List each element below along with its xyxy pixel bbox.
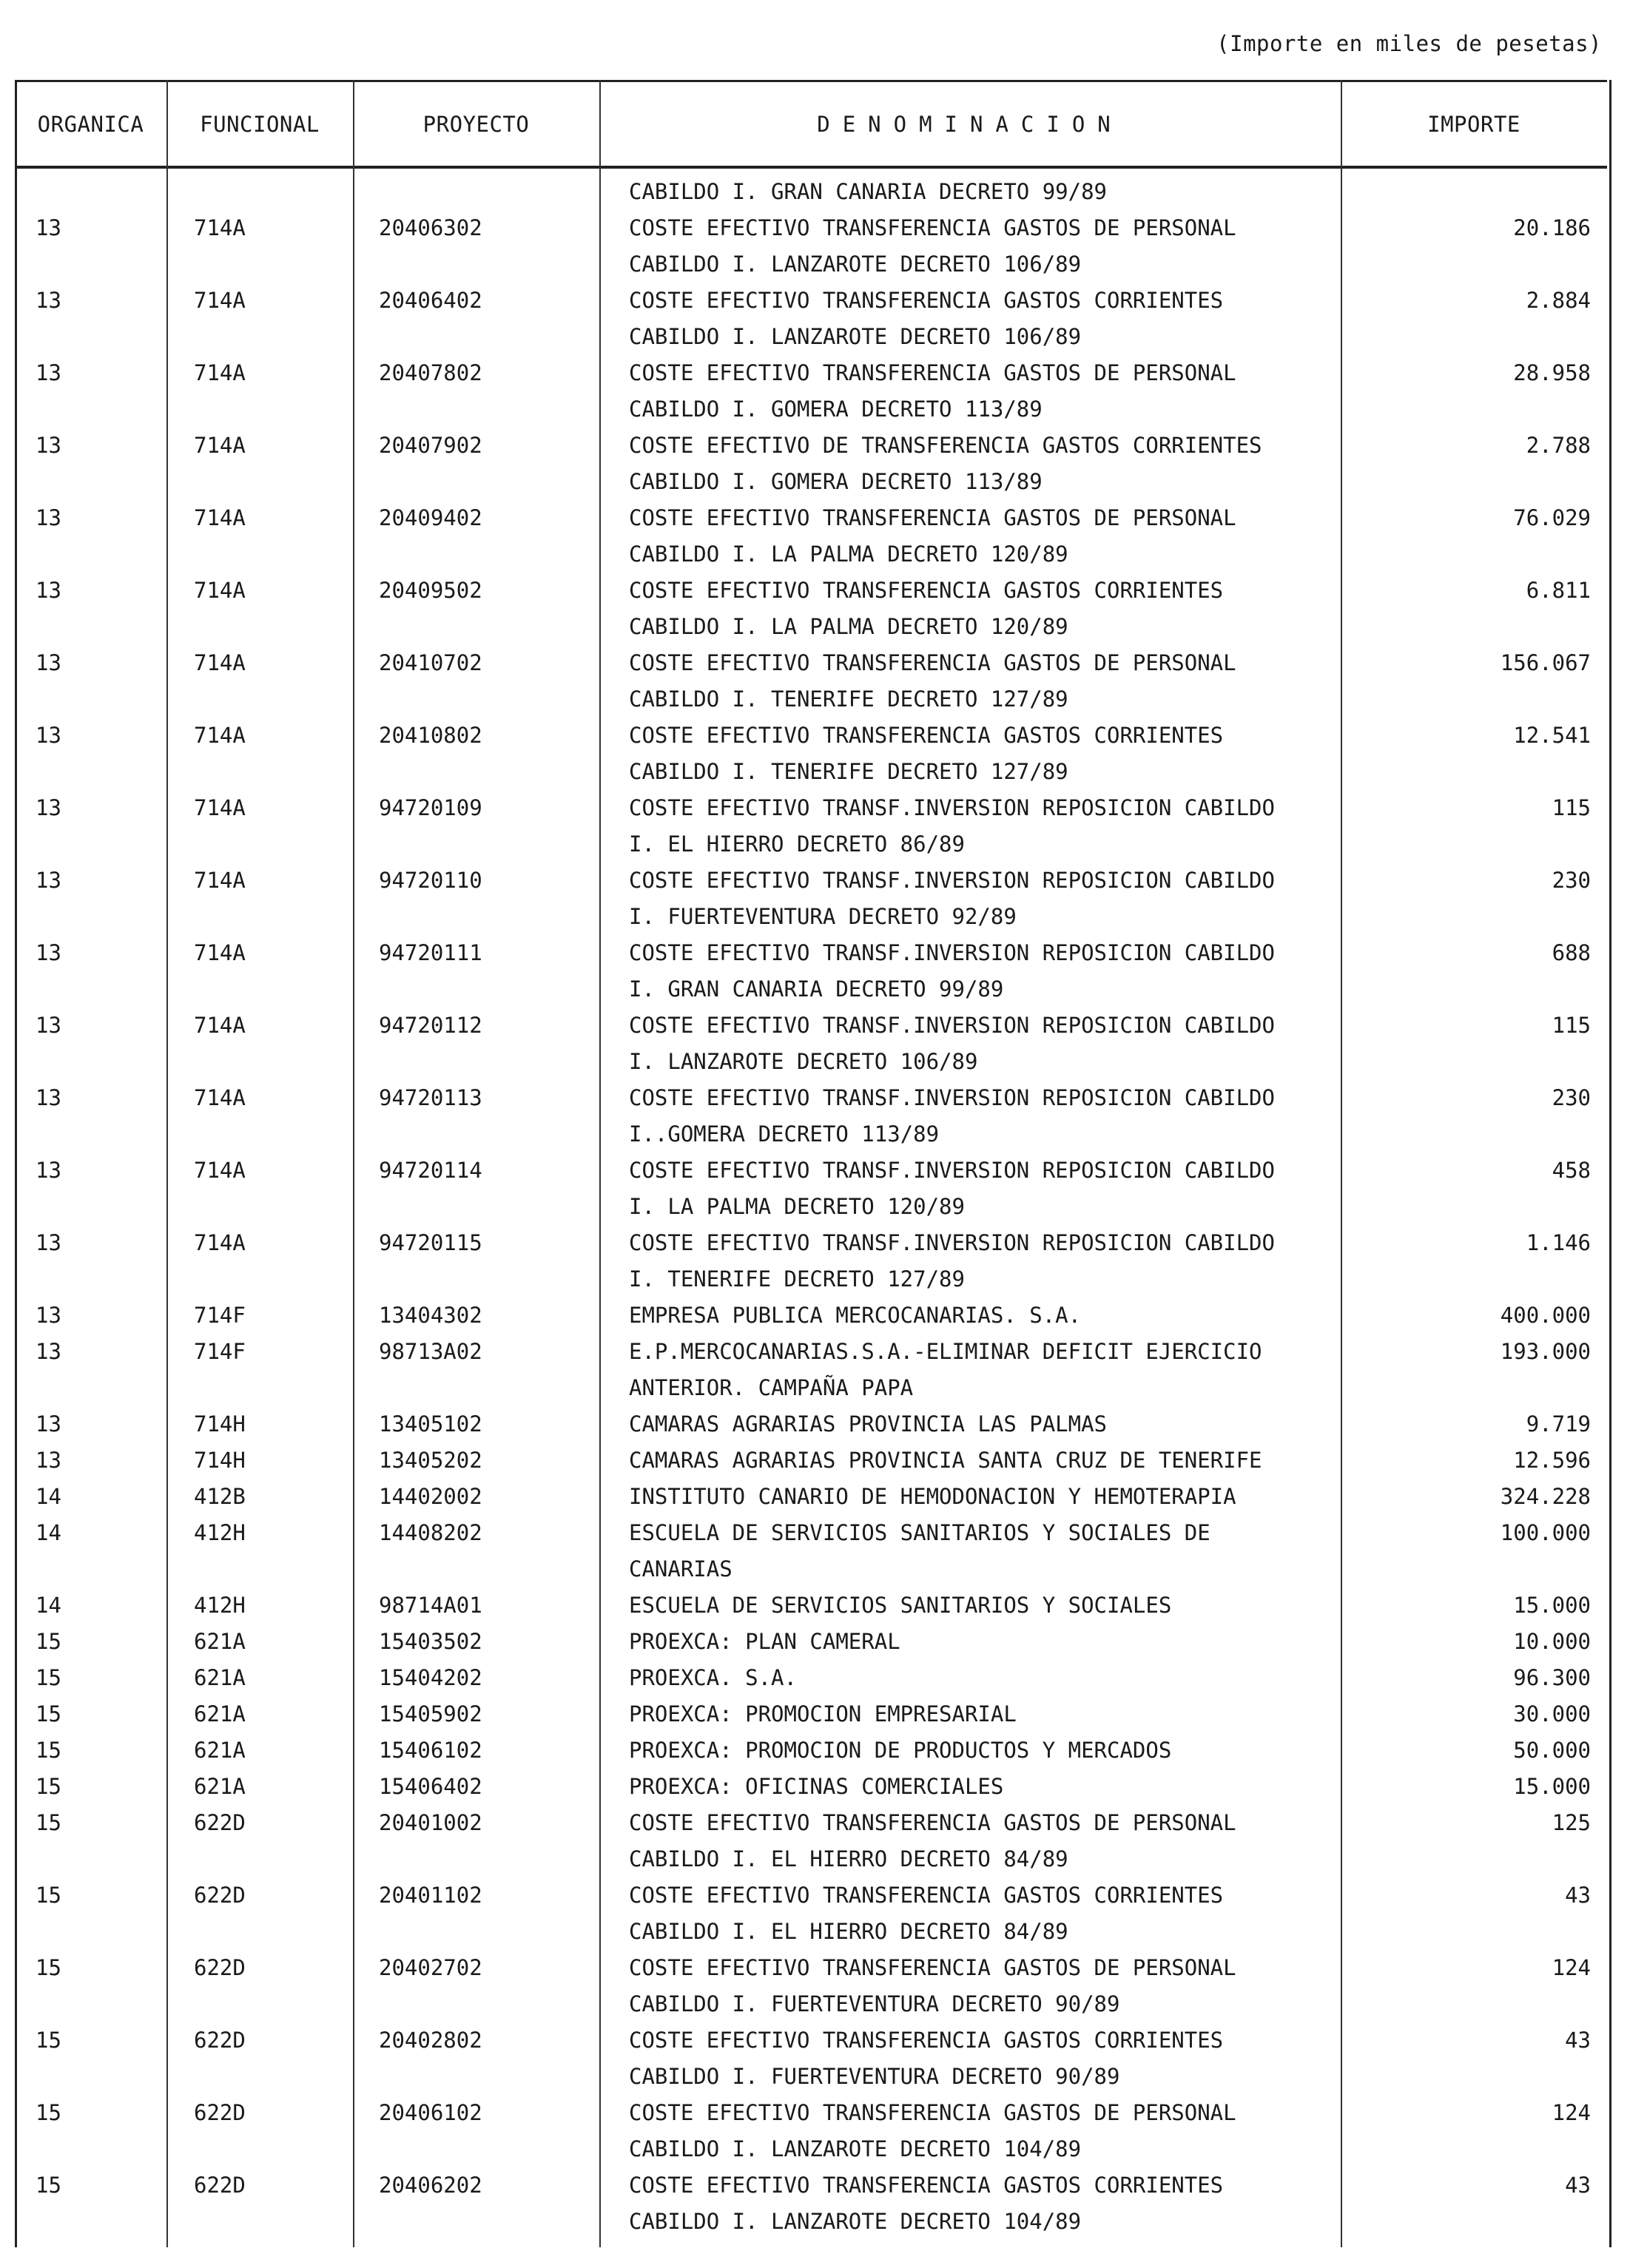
organica-cell: 13 [36, 940, 61, 965]
table-row [15, 790, 1607, 863]
organica-cell: 15 [36, 1774, 61, 1799]
denominacion-line: CABILDO I. LANZAROTE DECRETO 106/89 [629, 252, 1082, 277]
header-funcional: FUNCIONAL [200, 112, 320, 137]
table-row [15, 1225, 1607, 1297]
proyecto-cell: 98713A02 [379, 1339, 482, 1364]
organica-cell: 15 [36, 1810, 61, 1835]
denominacion-line: INSTITUTO CANARIO DE HEMODONACION Y HEMOTERAPIA [629, 1484, 1236, 1509]
funcional-cell: 714F [194, 1339, 246, 1364]
importe-cell: 15.000 [1513, 1774, 1591, 1799]
funcional-cell: 621A [194, 1701, 246, 1727]
denominacion-cell [629, 1660, 797, 1696]
proyecto-cell: 94720113 [379, 1085, 482, 1110]
denominacion-cell [629, 1080, 1275, 1152]
proyecto-cell: 94720112 [379, 1013, 482, 1038]
denominacion-cell [629, 1152, 1275, 1225]
denominacion-cell [629, 428, 1262, 500]
funcional-cell: 714A [194, 1158, 246, 1183]
organica-cell: 15 [36, 2028, 61, 2053]
proyecto-cell: 13405202 [379, 1448, 482, 1473]
organica-cell: 13 [36, 578, 61, 603]
denominacion-line: I. TENERIFE DECRETO 127/89 [629, 1266, 965, 1292]
proyecto-cell: 20406402 [379, 288, 482, 313]
organica-cell: 13 [36, 1448, 61, 1473]
denominacion-line: CABILDO I. FUERTEVENTURA DECRETO 90/89 [629, 2064, 1120, 2089]
proyecto-cell: 20410802 [379, 723, 482, 748]
importe-cell: 28.958 [1513, 360, 1591, 385]
denominacion-cell [629, 1696, 1017, 1732]
proyecto-cell: 15404202 [379, 1665, 482, 1690]
denominacion-line: COSTE EFECTIVO TRANSFERENCIA GASTOS CORRIENTES [629, 288, 1224, 313]
funcional-cell: 714A [194, 505, 246, 530]
organica-cell: 13 [36, 868, 61, 893]
funcional-cell: 714A [194, 215, 246, 240]
denominacion-line: COSTE EFECTIVO TRANSFERENCIA GASTOS DE PERSONAL [629, 1810, 1236, 1835]
table-row [15, 1479, 1607, 1515]
proyecto-cell: 13405102 [379, 1411, 482, 1437]
denominacion-line: COSTE EFECTIVO TRANSFERENCIA GASTOS CORRIENTES [629, 723, 1224, 748]
denominacion-line: I. LA PALMA DECRETO 120/89 [629, 1194, 965, 1219]
importe-cell: 124 [1552, 1955, 1591, 1980]
table-row [15, 2022, 1607, 2095]
funcional-cell: 714H [194, 1448, 246, 1473]
denominacion-line: CAMARAS AGRARIAS PROVINCIA SANTA CRUZ DE TENERIFE [629, 1448, 1262, 1473]
denominacion-line: COSTE EFECTIVO TRANSFERENCIA GASTOS CORRIENTES [629, 2028, 1224, 2053]
denominacion-line: COSTE EFECTIVO TRANSFERENCIA GASTOS CORRIENTES [629, 578, 1224, 603]
importe-cell: 324.228 [1500, 1484, 1591, 1509]
table-row [15, 1660, 1607, 1696]
organica-cell: 15 [36, 1738, 61, 1763]
organica-cell: 13 [36, 1085, 61, 1110]
table-row [15, 1334, 1607, 1406]
denominacion-line: CABILDO I. FUERTEVENTURA DECRETO 90/89 [629, 1991, 1120, 2016]
denominacion-cell [629, 1732, 1171, 1769]
proyecto-cell: 15406102 [379, 1738, 482, 1763]
importe-cell: 458 [1552, 1158, 1591, 1183]
importe-cell: 193.000 [1500, 1339, 1591, 1364]
table-row [15, 1008, 1607, 1080]
importe-cell: 96.300 [1513, 1665, 1591, 1690]
organica-cell: 13 [36, 795, 61, 820]
denominacion-cell [629, 1587, 1171, 1624]
denominacion-line: COSTE EFECTIVO TRANSF.INVERSION REPOSICION CABILDO [629, 1158, 1275, 1183]
denominacion-cell [629, 1334, 1262, 1406]
funcional-cell: 714A [194, 1230, 246, 1255]
denominacion-line: CAMARAS AGRARIAS PROVINCIA LAS PALMAS [629, 1411, 1108, 1437]
units-note: (Importe en miles de pesetas) [1216, 31, 1602, 56]
denominacion-cell [629, 1442, 1262, 1479]
denominacion-cell [629, 1225, 1275, 1297]
denominacion-line: PROEXCA: OFICINAS COMERCIALES [629, 1774, 1004, 1799]
importe-cell: 9.719 [1526, 1411, 1591, 1437]
denominacion-cell [629, 210, 1236, 283]
denominacion-cell [629, 1877, 1223, 1950]
denominacion-line: PROEXCA: PLAN CAMERAL [629, 1629, 900, 1654]
denominacion-line: CABILDO I. EL HIERRO DECRETO 84/89 [629, 1846, 1068, 1872]
proyecto-cell: 20402802 [379, 2028, 482, 2053]
denominacion-line: COSTE EFECTIVO TRANSFERENCIA GASTOS CORRIENTES [629, 2173, 1224, 2198]
proyecto-cell: 20401002 [379, 1810, 482, 1835]
importe-cell: 400.000 [1500, 1303, 1591, 1328]
table-row [15, 2167, 1607, 2240]
funcional-cell: 714A [194, 578, 246, 603]
funcional-cell: 714H [194, 1411, 246, 1437]
table-row [15, 863, 1607, 935]
proyecto-cell: 13404302 [379, 1303, 482, 1328]
denominacion-cell [629, 500, 1236, 573]
denominacion-cell [629, 1297, 1081, 1334]
funcional-cell: 714F [194, 1303, 246, 1328]
funcional-cell: 714A [194, 940, 246, 965]
denominacion-line: COSTE EFECTIVO TRANSF.INVERSION REPOSICION CABILDO [629, 1013, 1275, 1038]
table-row [15, 1297, 1607, 1334]
organica-cell: 13 [36, 650, 61, 675]
importe-cell: 156.067 [1500, 650, 1591, 675]
funcional-cell: 714A [194, 433, 246, 458]
denominacion-line: CABILDO I. TENERIFE DECRETO 127/89 [629, 686, 1068, 712]
denominacion-line: COSTE EFECTIVO TRANSF.INVERSION REPOSICION CABILDO [629, 1085, 1275, 1110]
importe-cell: 43 [1565, 2028, 1591, 2053]
denominacion-cell [629, 1008, 1275, 1080]
denominacion-line: CANARIAS [629, 1556, 733, 1582]
importe-cell: 12.596 [1513, 1448, 1591, 1473]
organica-cell: 13 [36, 1158, 61, 1183]
denominacion-cell [629, 1406, 1107, 1442]
organica-cell: 15 [36, 1629, 61, 1654]
funcional-cell: 622D [194, 1810, 246, 1835]
importe-cell: 20.186 [1513, 215, 1591, 240]
funcional-cell: 714A [194, 360, 246, 385]
importe-cell: 2.788 [1526, 433, 1591, 458]
proyecto-cell: 20409402 [379, 505, 482, 530]
table-row [15, 428, 1607, 500]
denominacion-line: CABILDO I. LANZAROTE DECRETO 104/89 [629, 2209, 1082, 2234]
proyecto-cell: 14402002 [379, 1484, 482, 1509]
table-row [15, 1152, 1607, 1225]
denominacion-line: PROEXCA: PROMOCION DE PRODUCTOS Y MERCADOS [629, 1738, 1172, 1763]
organica-cell: 13 [36, 1013, 61, 1038]
denominacion-cell [629, 718, 1223, 790]
table-row [15, 645, 1607, 718]
header-proyecto: PROYECTO [422, 112, 530, 137]
importe-cell: 30.000 [1513, 1701, 1591, 1727]
denominacion-line: I. FUERTEVENTURA DECRETO 92/89 [629, 904, 1017, 929]
funcional-cell: 622D [194, 1955, 246, 1980]
denominacion-cell [629, 2022, 1223, 2095]
proyecto-cell: 94720109 [379, 795, 482, 820]
denominacion-cell [629, 2167, 1223, 2240]
proyecto-cell: 94720115 [379, 1230, 482, 1255]
header-denominacion: DENOMINACION [817, 112, 1123, 137]
funcional-cell: 714A [194, 868, 246, 893]
proyecto-cell: 20410702 [379, 650, 482, 675]
table-row [15, 1080, 1607, 1152]
funcional-cell: 714A [194, 723, 246, 748]
proyecto-cell: 20406102 [379, 2100, 482, 2125]
denominacion-cell [629, 790, 1275, 863]
organica-cell: 15 [36, 1955, 61, 1980]
importe-cell: 76.029 [1513, 505, 1591, 530]
denominacion-cell [629, 1479, 1236, 1515]
funcional-cell: 622D [194, 2173, 246, 2198]
organica-cell: 13 [36, 360, 61, 385]
importe-cell: 12.541 [1513, 723, 1591, 748]
proyecto-cell: 94720114 [379, 1158, 482, 1183]
denominacion-cell [629, 573, 1223, 645]
organica-cell: 15 [36, 2173, 61, 2198]
table-row [15, 1877, 1607, 1950]
denominacion-line: I. LANZAROTE DECRETO 106/89 [629, 1049, 978, 1074]
importe-cell: 230 [1552, 868, 1591, 893]
importe-cell: 43 [1565, 1883, 1591, 1908]
denominacion-line: COSTE EFECTIVO TRANSF.INVERSION REPOSICION CABILDO [629, 1230, 1275, 1255]
importe-cell: 1.146 [1526, 1230, 1591, 1255]
denominacion-line: E.P.MERCOCANARIAS.S.A.-ELIMINAR DEFICIT EJERCICIO [629, 1339, 1262, 1364]
proyecto-cell: 20406302 [379, 215, 482, 240]
denominacion-line: COSTE EFECTIVO TRANSFERENCIA GASTOS DE PERSONAL [629, 505, 1236, 530]
funcional-cell: 412B [194, 1484, 246, 1509]
proyecto-cell: 20407802 [379, 360, 482, 385]
proyecto-cell: 94720111 [379, 940, 482, 965]
importe-cell: 115 [1552, 795, 1591, 820]
table-row [15, 1950, 1607, 2022]
organica-cell: 13 [36, 1230, 61, 1255]
organica-cell: 13 [36, 288, 61, 313]
funcional-cell: 714A [194, 795, 246, 820]
table-row [15, 1442, 1607, 1479]
proyecto-cell: 20406202 [379, 2173, 482, 2198]
denominacion-line: PROEXCA. S.A. [629, 1665, 797, 1690]
table-row [15, 1406, 1607, 1442]
denominacion-line: COSTE EFECTIVO TRANSFERENCIA GASTOS DE PERSONAL [629, 1955, 1236, 1980]
denominacion-line: COSTE EFECTIVO TRANSFERENCIA GASTOS DE PERSONAL [629, 650, 1236, 675]
funcional-cell: 714A [194, 1085, 246, 1110]
organica-cell: 13 [36, 215, 61, 240]
importe-cell: 50.000 [1513, 1738, 1591, 1763]
denominacion-cell [629, 1950, 1236, 2022]
importe-cell: 230 [1552, 1085, 1591, 1110]
organica-cell: 15 [36, 1665, 61, 1690]
importe-cell: 115 [1552, 1013, 1591, 1038]
denominacion-cell [629, 355, 1236, 428]
proyecto-cell: 20409502 [379, 578, 482, 603]
funcional-cell: 621A [194, 1665, 246, 1690]
header-organica: ORGANICA [37, 112, 144, 137]
table-row [15, 210, 1607, 283]
organica-cell: 15 [36, 2100, 61, 2125]
organica-cell: 13 [36, 505, 61, 530]
funcional-cell: 621A [194, 1629, 246, 1654]
table-row [15, 1732, 1607, 1769]
importe-cell: 15.000 [1513, 1593, 1591, 1618]
denominacion-line: COSTE EFECTIVO TRANSFERENCIA GASTOS CORRIENTES [629, 1883, 1224, 1908]
denominacion-line: ESCUELA DE SERVICIOS SANITARIOS Y SOCIALES [629, 1593, 1172, 1618]
funcional-cell: 621A [194, 1774, 246, 1799]
table-row [15, 1696, 1607, 1732]
denominacion-line: I. EL HIERRO DECRETO 86/89 [629, 831, 965, 857]
importe-cell: 6.811 [1526, 578, 1591, 603]
funcional-cell: 714A [194, 650, 246, 675]
proyecto-cell: 94720110 [379, 868, 482, 893]
denominacion-cell [629, 283, 1223, 355]
table-row [15, 1515, 1607, 1587]
denominacion-line: CABILDO I. LANZAROTE DECRETO 104/89 [629, 2136, 1082, 2161]
organica-cell: 13 [36, 1411, 61, 1437]
organica-cell: 15 [36, 1883, 61, 1908]
importe-cell: 10.000 [1513, 1629, 1591, 1654]
table-row [15, 1587, 1607, 1624]
organica-cell: 14 [36, 1593, 61, 1618]
denominacion-line: I..GOMERA DECRETO 113/89 [629, 1121, 940, 1147]
funcional-cell: 622D [194, 2028, 246, 2053]
table-body [15, 174, 1607, 2240]
funcional-cell: 622D [194, 2100, 246, 2125]
organica-cell: 13 [36, 433, 61, 458]
denominacion-cell [629, 1769, 1003, 1805]
denominacion-line: COSTE EFECTIVO TRANSFERENCIA GASTOS DE PERSONAL [629, 2100, 1236, 2125]
proyecto-cell: 15403502 [379, 1629, 482, 1654]
denominacion-line: CABILDO I. LA PALMA DECRETO 120/89 [629, 614, 1068, 639]
table-row [15, 1769, 1607, 1805]
denominacion-cell [629, 863, 1275, 935]
denominacion-cell [629, 1515, 1210, 1587]
importe-cell: 43 [1565, 2173, 1591, 2198]
funcional-cell: 412H [194, 1593, 246, 1618]
carry-over-row [15, 174, 1607, 210]
table-row [15, 1624, 1607, 1660]
funcional-cell: 714A [194, 288, 246, 313]
denominacion-line: COSTE EFECTIVO TRANSF.INVERSION REPOSICION CABILDO [629, 795, 1275, 820]
table-row [15, 2095, 1607, 2167]
carry-over-text: CABILDO I. GRAN CANARIA DECRETO 99/89 [629, 179, 1108, 204]
importe-cell: 125 [1552, 1810, 1591, 1835]
organica-cell: 14 [36, 1484, 61, 1509]
denominacion-line: COSTE EFECTIVO TRANSFERENCIA GASTOS DE PERSONAL [629, 360, 1236, 385]
proyecto-cell: 15405902 [379, 1701, 482, 1727]
funcional-cell: 621A [194, 1738, 246, 1763]
table-row [15, 355, 1607, 428]
denominacion-line: COSTE EFECTIVO TRANSFERENCIA GASTOS DE PERSONAL [629, 215, 1236, 240]
denominacion-line: ANTERIOR. CAMPAÑA PAPA [629, 1375, 914, 1400]
importe-cell: 100.000 [1500, 1520, 1591, 1545]
organica-cell: 13 [36, 723, 61, 748]
denominacion-line: CABILDO I. GOMERA DECRETO 113/89 [629, 469, 1043, 494]
proyecto-cell: 14408202 [379, 1520, 482, 1545]
table-row [15, 283, 1607, 355]
denominacion-cell [629, 1624, 900, 1660]
organica-cell: 14 [36, 1520, 61, 1545]
proyecto-cell: 20402702 [379, 1955, 482, 1980]
denominacion-line: EMPRESA PUBLICA MERCOCANARIAS. S.A. [629, 1303, 1082, 1328]
importe-cell: 688 [1552, 940, 1591, 965]
denominacion-line: ESCUELA DE SERVICIOS SANITARIOS Y SOCIALES DE [629, 1520, 1210, 1545]
organica-cell: 13 [36, 1303, 61, 1328]
organica-cell: 15 [36, 1701, 61, 1727]
table-row [15, 1805, 1607, 1877]
header-importe: IMPORTE [1427, 112, 1520, 137]
denominacion-line: CABILDO I. EL HIERRO DECRETO 84/89 [629, 1919, 1068, 1944]
proyecto-cell: 15406402 [379, 1774, 482, 1799]
denominacion-cell [629, 645, 1236, 718]
denominacion-cell [629, 1805, 1236, 1877]
table-row [15, 573, 1607, 645]
denominacion-line: CABILDO I. GOMERA DECRETO 113/89 [629, 396, 1043, 422]
organica-cell: 13 [36, 1339, 61, 1364]
table-row [15, 500, 1607, 573]
funcional-cell: 714A [194, 1013, 246, 1038]
funcional-cell: 412H [194, 1520, 246, 1545]
denominacion-line: I. GRAN CANARIA DECRETO 99/89 [629, 976, 1004, 1002]
table-row [15, 718, 1607, 790]
denominacion-line: CABILDO I. TENERIFE DECRETO 127/89 [629, 759, 1068, 784]
table-row [15, 935, 1607, 1008]
denominacion-line: CABILDO I. LA PALMA DECRETO 120/89 [629, 541, 1068, 567]
denominacion-line: COSTE EFECTIVO TRANSF.INVERSION REPOSICION CABILDO [629, 940, 1275, 965]
importe-cell: 124 [1552, 2100, 1591, 2125]
denominacion-cell [629, 2095, 1236, 2167]
denominacion-line: COSTE EFECTIVO TRANSF.INVERSION REPOSICION CABILDO [629, 868, 1275, 893]
denominacion-line: CABILDO I. LANZAROTE DECRETO 106/89 [629, 324, 1082, 349]
denominacion-line: PROEXCA: PROMOCION EMPRESARIAL [629, 1701, 1017, 1727]
funcional-cell: 622D [194, 1883, 246, 1908]
proyecto-cell: 20401102 [379, 1883, 482, 1908]
proyecto-cell: 20407902 [379, 433, 482, 458]
denominacion-cell [629, 935, 1275, 1008]
importe-cell: 2.884 [1526, 288, 1591, 313]
denominacion-line: COSTE EFECTIVO DE TRANSFERENCIA GASTOS CORRIENTES [629, 433, 1262, 458]
proyecto-cell: 98714A01 [379, 1593, 482, 1618]
